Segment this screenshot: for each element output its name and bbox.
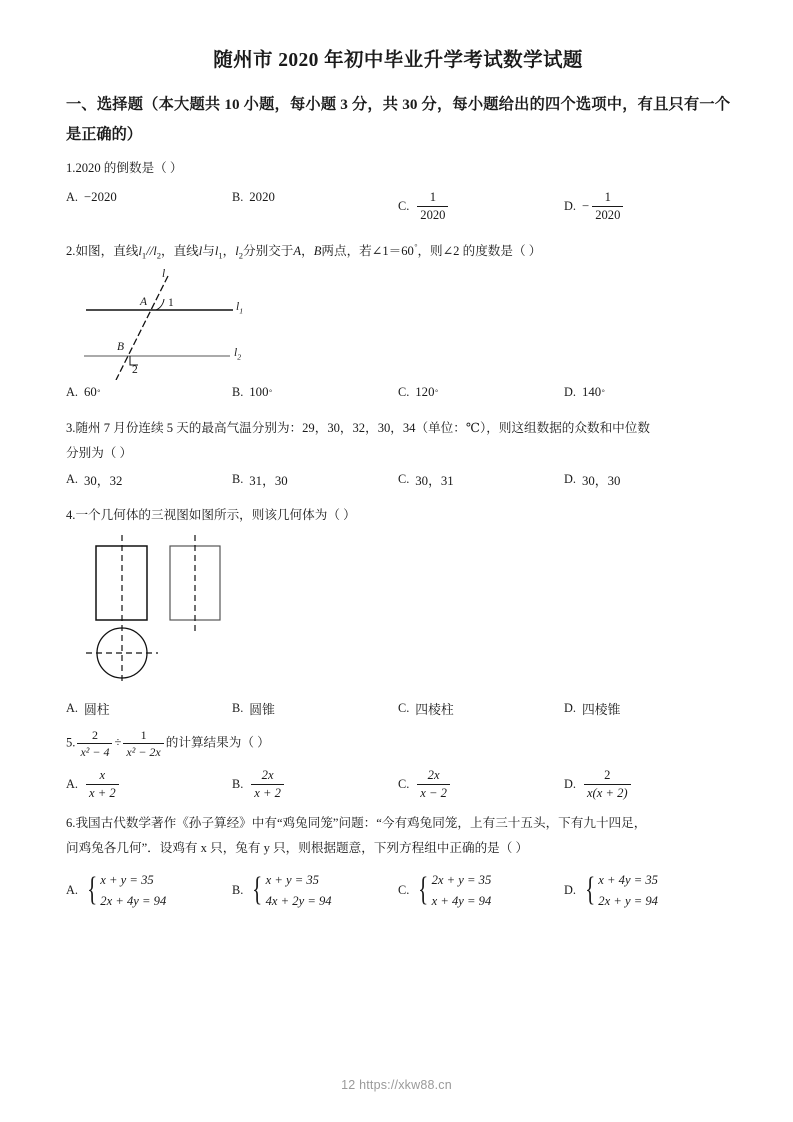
option-4-A[interactable] <box>66 699 232 718</box>
option-1-D[interactable] <box>564 190 730 223</box>
fraction-denominator: x(x + 2) <box>586 785 628 800</box>
option-6-C[interactable] <box>398 870 564 911</box>
option-2-C-degree: ° <box>434 388 439 398</box>
option-1-B-label: B. <box>232 189 244 204</box>
question-2 <box>66 239 730 401</box>
option-3-B[interactable] <box>232 470 398 489</box>
q2-text-6: ， <box>301 243 314 258</box>
option-6-D-system <box>582 870 658 911</box>
option-3-B-value: 31，30 <box>249 473 288 488</box>
option-4-B-label: B. <box>232 700 244 715</box>
option-3-D-value: 30，30 <box>581 473 621 488</box>
brace-icon: { <box>418 871 429 909</box>
fraction-numerator: 2x <box>251 768 284 785</box>
option-4-D[interactable] <box>564 699 730 718</box>
option-6-A[interactable] <box>66 870 232 911</box>
option-6-C-system <box>415 870 491 911</box>
equation-2: 4x + 2y = 94 <box>265 893 332 908</box>
option-5-A[interactable] <box>66 768 232 801</box>
figure-label-l1: $l_1$ <box>236 301 244 316</box>
option-1-D-sign: − <box>581 198 590 213</box>
option-1-C-fraction <box>417 190 448 223</box>
q2-sub-4: 2 <box>238 250 244 261</box>
fraction-numerator: 2 <box>584 768 631 785</box>
fraction-numerator: 2x <box>417 768 450 785</box>
question-1-number: 1. <box>66 160 76 175</box>
option-1-C-label: C. <box>398 198 410 213</box>
question-4-stem: 4.一个几何体的三视图如图所示，则该几何体为（ ） <box>66 507 356 522</box>
figure-label-l2: $l_2$ <box>234 347 242 362</box>
question-3 <box>66 416 730 488</box>
option-1-A-label: A. <box>66 189 78 204</box>
question-3-options <box>66 470 730 489</box>
option-3-C-value: 30，31 <box>415 473 454 488</box>
option-5-B-fraction <box>251 768 284 801</box>
figure-label-l: l <box>162 268 166 281</box>
option-4-C-label: C. <box>398 700 410 715</box>
equation-1: 2x + y = 35 <box>431 873 492 888</box>
equation-1: x + y = 35 <box>100 873 154 888</box>
option-2-D-label: D. <box>564 385 576 400</box>
q2-text-1: 2.如图，直线 <box>66 243 139 258</box>
option-5-C-fraction <box>417 768 450 801</box>
q5-fraction-2 <box>123 728 163 759</box>
option-3-C[interactable] <box>398 470 564 489</box>
q2-text-2: ，直线 <box>160 243 199 258</box>
option-2-A-label: A. <box>66 385 78 400</box>
q5-divide-symbol: ÷ <box>114 735 122 750</box>
question-5-stem <box>66 728 730 759</box>
q2-line-l2b: l <box>235 243 239 258</box>
q2-sub-3: 1 <box>218 250 223 261</box>
equation-1: x + 4y = 35 <box>598 873 658 888</box>
option-4-A-label: A. <box>66 700 78 715</box>
question-2-options <box>66 385 730 400</box>
figure-label-angle-1: 1 <box>168 297 174 310</box>
option-6-D-label: D. <box>564 883 576 898</box>
angle-1-arc <box>156 299 164 310</box>
option-3-D[interactable] <box>564 470 730 489</box>
q2-text-3: 与 <box>202 243 215 258</box>
fraction-numerator: 1 <box>123 728 163 744</box>
option-2-D[interactable] <box>564 385 730 400</box>
q5-fraction-1 <box>77 728 112 759</box>
option-1-A-value: −2020 <box>83 189 117 204</box>
fraction-denominator: x + 2 <box>254 785 281 800</box>
option-3-C-label: C. <box>398 471 410 486</box>
option-6-B-label: B. <box>232 883 244 898</box>
option-2-B-degree: ° <box>268 388 273 398</box>
q2-text-8: ，则∠2 的度数是（ ） <box>417 243 542 258</box>
q2-sub-2: 2 <box>156 250 161 261</box>
question-1-stem <box>66 156 730 181</box>
question-5-options <box>66 768 730 801</box>
q2-text-7: 两点，若∠1＝60 <box>321 243 414 258</box>
q2-text-4: ， <box>222 243 236 258</box>
option-3-D-label: D. <box>564 471 576 486</box>
equation-2: 2x + 4y = 94 <box>100 893 167 908</box>
brace-icon: { <box>585 871 596 909</box>
footer-watermark: 12 https://xkw88.cn <box>341 1078 452 1092</box>
question-5 <box>66 728 730 801</box>
fraction-denominator: 2020 <box>420 207 446 222</box>
option-4-C[interactable] <box>398 699 564 718</box>
q2-point-A: A <box>293 243 302 258</box>
brace-icon: { <box>87 871 98 909</box>
option-1-A[interactable] <box>66 190 232 205</box>
fraction-denominator: 2020 <box>595 207 621 222</box>
option-2-C[interactable] <box>398 385 564 400</box>
question-4-options <box>66 699 730 718</box>
option-4-A-value: 圆柱 <box>83 702 110 717</box>
transversal-line-stroke <box>116 276 168 380</box>
question-1-options <box>66 190 730 223</box>
option-3-A[interactable] <box>66 470 232 489</box>
fraction-numerator: x <box>86 768 119 785</box>
option-5-B-label: B. <box>232 776 244 791</box>
q2-line-l: l <box>198 243 203 258</box>
option-2-D-value: 140 <box>581 385 602 400</box>
option-2-D-degree: ° <box>601 388 605 398</box>
question-6-options <box>66 870 730 911</box>
question-1-text: 2020 的倒数是（ ） <box>75 160 183 175</box>
q2-sub-1: 1 <box>141 250 147 261</box>
fraction-numerator: 1 <box>592 190 623 207</box>
question-3-stem-line-2: 分别为（ ） <box>66 446 133 461</box>
figure-label-B: B <box>117 341 125 354</box>
option-2-B-value: 100 <box>249 385 269 400</box>
option-4-B-value: 圆锥 <box>249 702 275 717</box>
question-3-stem-line-1: 3.随州 7 月份连续 5 天的最高气温分别为：29，30，32，30，34（单位：℃），则这组数据的众数和中位数 <box>66 421 650 436</box>
option-5-A-label: A. <box>66 776 78 791</box>
q2-line-l2: l <box>153 243 157 258</box>
question-6-stem-line-2: 问鸡兔各几何”．设鸡有 x 只，兔有 y 只，则根据题意，下列方程组中正确的是（ ） <box>66 840 529 855</box>
option-2-C-value: 120 <box>415 385 435 400</box>
option-6-A-system <box>84 870 166 911</box>
three-view-svg <box>80 532 300 694</box>
fraction-denominator: x² − 2x <box>126 744 161 759</box>
option-1-B-value: 2020 <box>249 189 275 204</box>
question-6 <box>66 811 730 911</box>
option-1-C[interactable] <box>398 190 564 223</box>
option-1-B[interactable] <box>232 190 398 205</box>
option-6-D[interactable] <box>564 870 730 911</box>
figure-label-angle-2: 2 <box>132 364 138 377</box>
equation-1: x + y = 35 <box>265 873 319 888</box>
option-3-A-label: A. <box>66 471 78 486</box>
option-4-C-value: 四棱柱 <box>415 702 454 717</box>
option-5-C-label: C. <box>398 776 410 791</box>
figure-label-A: A <box>140 296 148 309</box>
option-3-B-label: B. <box>232 471 244 486</box>
fraction-numerator: 2 <box>77 728 112 744</box>
option-1-D-label: D. <box>564 198 576 213</box>
q2-parallel-symbol: // <box>146 243 154 258</box>
option-2-A[interactable] <box>66 385 232 400</box>
option-5-D-label: D. <box>564 776 576 791</box>
option-2-B-label: B. <box>232 385 244 400</box>
option-4-D-value: 四棱锥 <box>581 702 621 717</box>
option-5-D[interactable] <box>564 768 730 801</box>
option-2-A-value: 60 <box>83 385 97 400</box>
q5-text-suffix: 的计算结果为（ ） <box>165 735 270 750</box>
option-3-A-value: 30，32 <box>83 473 123 488</box>
option-2-B[interactable] <box>232 385 398 400</box>
option-2-C-label: C. <box>398 385 410 400</box>
option-5-C[interactable] <box>398 768 564 801</box>
question-1 <box>66 156 730 223</box>
page-title: 随州市 2020 年初中毕业升学考试数学试题 <box>213 50 583 71</box>
figure-three-view-drawing <box>80 532 300 694</box>
section-heading: 一、选择题（本大题共 10 小题，每小题 3 分，共 30 分，每小题给出的四个选项中，有且只有一个是正确的） <box>66 96 730 143</box>
q2-text-5: 分别交于 <box>243 243 294 258</box>
parallel-lines-svg <box>78 268 318 380</box>
fraction-denominator: x + 2 <box>88 785 116 800</box>
fraction-denominator: x² − 4 <box>80 744 110 759</box>
option-5-A-fraction <box>86 768 119 801</box>
brace-icon: { <box>252 871 263 909</box>
question-4 <box>66 503 730 718</box>
question-5-number: 5. <box>66 735 76 750</box>
equation-2: x + 4y = 94 <box>431 893 492 908</box>
page-content <box>66 48 730 917</box>
q2-line-l1: l <box>138 243 142 258</box>
q2-line-l1b: l <box>214 243 219 258</box>
option-6-B[interactable] <box>232 870 398 911</box>
question-2-stem <box>66 239 730 265</box>
option-1-D-fraction <box>592 190 623 223</box>
option-6-B-system <box>249 870 331 911</box>
option-6-C-label: C. <box>398 883 410 898</box>
question-6-stem-line-1: 6.我国古代数学著作《孙子算经》中有“鸡兔同笼”问题：“今有鸡兔同笼，上有三十五头，下有九十四足， <box>66 815 647 830</box>
figure-parallel-lines-transversal <box>78 268 318 380</box>
option-4-B[interactable] <box>232 699 398 718</box>
fraction-numerator: 1 <box>417 190 448 207</box>
equation-2: 2x + y = 94 <box>598 893 658 908</box>
option-5-B[interactable] <box>232 768 398 801</box>
fraction-denominator: x − 2 <box>420 785 447 800</box>
option-6-A-label: A. <box>66 883 78 898</box>
q2-degree-symbol: ° <box>414 242 418 252</box>
option-4-D-label: D. <box>564 700 576 715</box>
q2-point-B: B <box>313 243 322 258</box>
option-2-A-degree: ° <box>97 388 101 398</box>
option-5-D-fraction <box>584 768 631 801</box>
